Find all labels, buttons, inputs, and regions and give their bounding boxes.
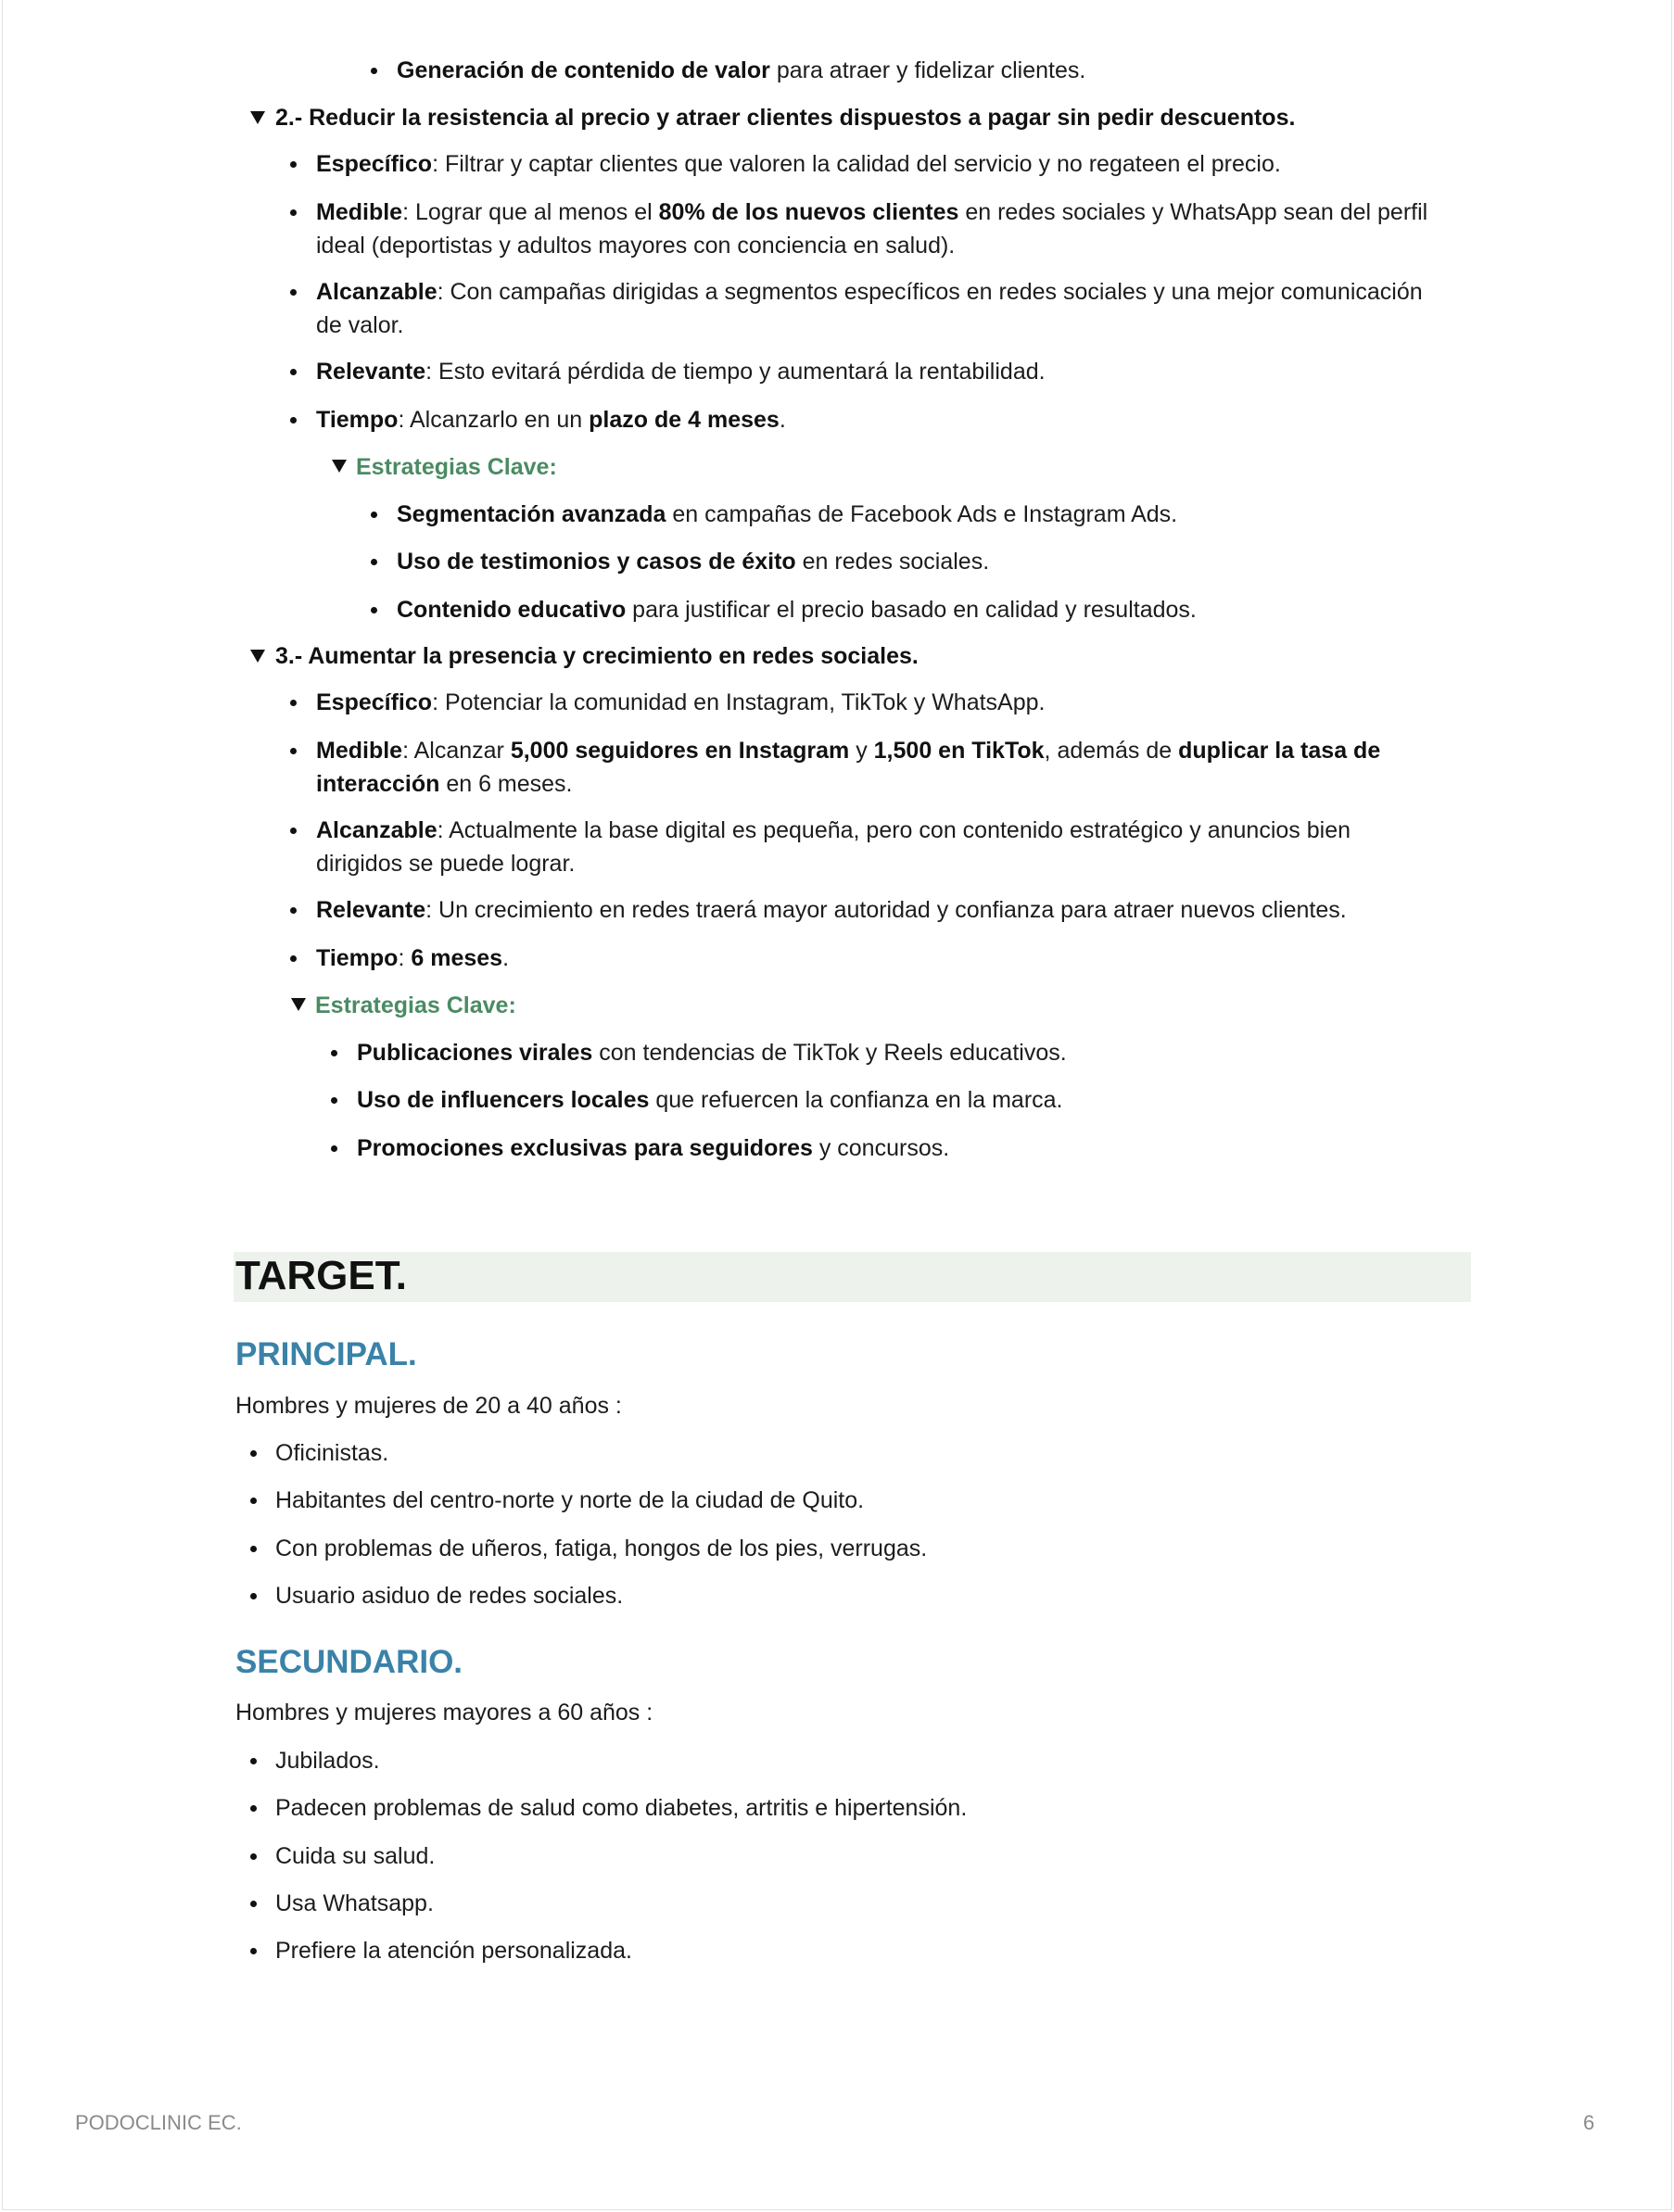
bullet-dot [371,68,377,74]
bullet-dot [250,1593,257,1599]
list-item: Usa Whatsapp. [275,1890,434,1916]
toggle-triangle-icon[interactable] [250,111,265,124]
bullet-dot [250,1901,257,1907]
bullet-dot [250,1805,257,1812]
toggle-triangle-icon[interactable] [291,998,306,1011]
list-item: Promociones exclusivas para seguidores y concursos. [357,1135,950,1161]
list-item: Contenido educativo para justificar el precio basado en calidad y resultados. [397,597,1197,623]
page-number: 6 [1583,2111,1595,2134]
list-item: Oficinistas. [275,1440,389,1466]
list-item: Medible: Lograr que al menos el 80% de los nuevos clientes en redes sociales y WhatsApp sean del perfil [316,199,1428,225]
list-item: Alcanzable: Con campañas dirigidas a segmentos específicos en redes sociales y una mejor comunicación [316,279,1423,305]
bullet-dot [250,1758,257,1764]
list-item: Padecen problemas de salud como diabetes, artritis e hipertensión. [275,1795,968,1821]
bullet-dot [290,907,297,914]
bullet-dot [250,1853,257,1860]
list-item-continuation: de valor. [316,312,404,338]
bullet-dot [331,1097,337,1104]
bullet-dot [290,209,297,216]
list-item: Jubilados. [275,1748,380,1774]
list-item: Alcanzable: Actualmente la base digital es pequeña, pero con contenido estratégico y anuncios bien [316,817,1351,843]
strategies-toggle[interactable]: Estrategias Clave: [315,992,516,1018]
bullet-dot [250,1498,257,1504]
list-item: Uso de testimonios y casos de éxito en redes sociales. [397,549,990,575]
bullet-dot [250,1546,257,1552]
list-item-continuation: dirigidos se puede lograr. [316,851,576,877]
bullet-dot [250,1948,257,1954]
list-item: Segmentación avanzada en campañas de Facebook Ads e Instagram Ads. [397,501,1178,527]
footer-brand: PODOCLINIC EC. [75,2111,242,2134]
bullet-dot [290,161,297,168]
objective-2-title[interactable]: 2.- Reducir la resistencia al precio y atraer clientes dispuestos a pagar sin pedir descuentos. [275,105,1296,131]
list-item-continuation: interacción en 6 meses. [316,771,573,797]
list-item: Tiempo: 6 meses. [316,945,510,971]
principal-heading: PRINCIPAL. [235,1336,417,1372]
list-item-continuation: ideal (deportistas y adultos mayores con conciencia en salud). [316,233,956,259]
bullet-dot [290,955,297,962]
bullet-dot [290,417,297,423]
objective-3-title[interactable]: 3.- Aumentar la presencia y crecimiento en redes sociales. [275,643,919,669]
principal-intro: Hombres y mujeres de 20 a 40 años : [235,1393,622,1419]
list-item: Específico: Filtrar y captar clientes que valoren la calidad del servicio y no regateen el precio. [316,151,1281,177]
bullet-dot [371,607,377,613]
strategies-toggle[interactable]: Estrategias Clave: [356,454,557,480]
target-heading: TARGET. [235,1253,407,1298]
list-item: Tiempo: Alcanzarlo en un plazo de 4 meses. [316,407,786,433]
list-item: Publicaciones virales con tendencias de TikTok y Reels educativos. [357,1040,1067,1066]
list-item: Habitantes del centro-norte y norte de la ciudad de Quito. [275,1487,865,1513]
list-item: Uso de influencers locales que refuercen la confianza en la marca. [357,1087,1063,1113]
bullet-dot [290,748,297,754]
bullet-dot [290,828,297,834]
list-item: Relevante: Un crecimiento en redes traerá mayor autoridad y confianza para atraer nuevos clientes. [316,897,1347,923]
secundario-heading: SECUNDARIO. [235,1644,463,1680]
bullet-dot [290,289,297,296]
list-item: Cuida su salud. [275,1843,436,1869]
bullet-dot [331,1145,337,1152]
list-item: Prefiere la atención personalizada. [275,1938,632,1964]
bullet-dot [290,369,297,375]
bullet-dot [371,559,377,565]
toggle-triangle-icon[interactable] [332,460,347,473]
list-item: Relevante: Esto evitará pérdida de tiempo y aumentará la rentabilidad. [316,359,1046,385]
list-item: Con problemas de uñeros, fatiga, hongos de los pies, verrugas. [275,1536,928,1561]
toggle-triangle-icon[interactable] [250,650,265,663]
list-item: Generación de contenido de valor para atraer y fidelizar clientes. [397,57,1086,83]
bullet-dot [250,1450,257,1457]
list-item: Específico: Potenciar la comunidad en Instagram, TikTok y WhatsApp. [316,689,1046,715]
list-item: Usuario asiduo de redes sociales. [275,1583,624,1609]
bullet-dot [371,512,377,518]
bullet-dot [331,1050,337,1056]
bullet-dot [290,700,297,706]
secundario-intro: Hombres y mujeres mayores a 60 años : [235,1700,653,1725]
heading-background [234,1252,1471,1302]
list-item: Medible: Alcanzar 5,000 seguidores en Instagram y 1,500 en TikTok, además de duplicar la tasa de [316,738,1381,764]
